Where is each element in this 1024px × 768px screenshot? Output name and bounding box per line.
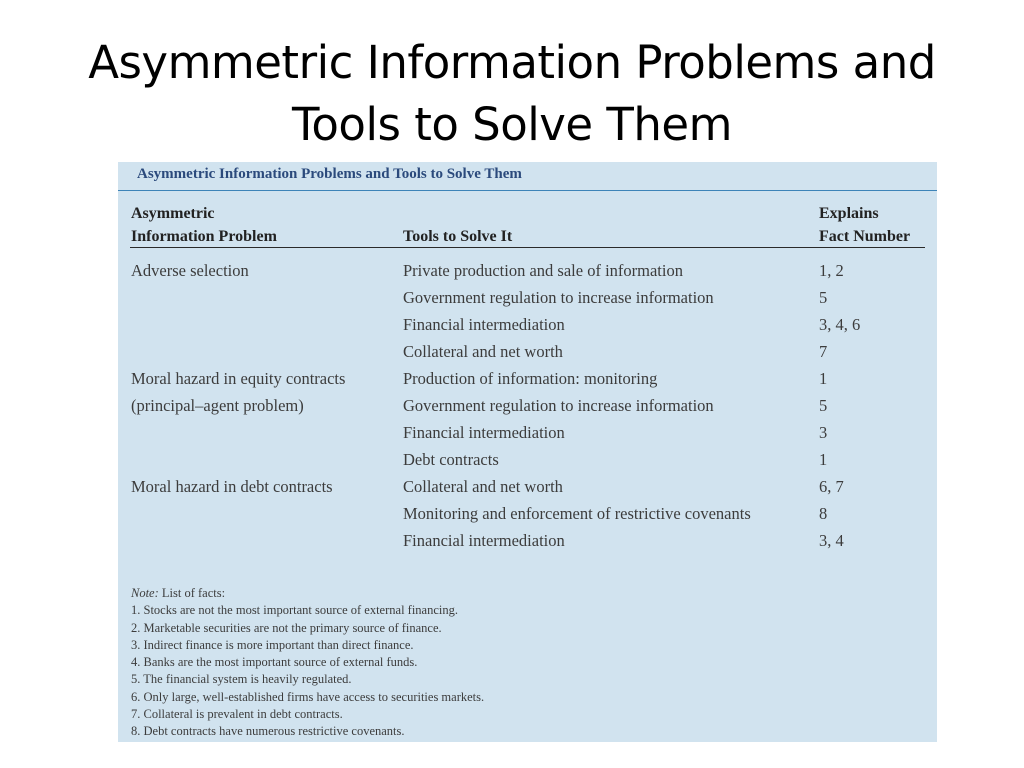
tool-cell: Monitoring and enforcement of restrictive covenants [403, 504, 751, 523]
problem-label: Moral hazard in equity contracts [131, 369, 346, 388]
column-header-problem-line-1: Asymmetric [131, 205, 215, 222]
fact-number-cell: 3, 4 [819, 531, 844, 550]
fact-number-cell: 1 [819, 450, 828, 469]
tool-cell: Private production and sale of information [403, 261, 683, 280]
problem-label: Adverse selection [131, 261, 249, 280]
note-fact: 4. Banks are the most important source of external funds. [131, 655, 418, 670]
note-label: Note: [131, 586, 159, 600]
fact-number-cell: 3, 4, 6 [819, 315, 861, 334]
column-header-facts-line-1: Explains [819, 205, 879, 222]
note-fact: 2. Marketable securities are not the primary source of finance. [131, 620, 442, 635]
header-rule [130, 247, 925, 248]
column-header-facts [819, 202, 910, 248]
tool-cell: Government regulation to increase information [403, 288, 714, 307]
problem-label: (principal–agent problem) [131, 396, 304, 415]
fact-number-cell: 8 [819, 504, 828, 523]
fact-number-cell: 1 [819, 369, 828, 388]
tool-cell: Government regulation to increase information [403, 396, 714, 415]
note-intro: List of facts: [158, 586, 226, 600]
column-header-tools-label: Tools to Solve It [403, 228, 513, 245]
column-header-tools [403, 225, 512, 248]
slide-title [0, 32, 1024, 156]
facts-note [131, 585, 484, 741]
slide-title-line-2: Tools to Solve Them [292, 98, 732, 151]
fact-number-cell: 5 [819, 396, 828, 415]
problem-label: Moral hazard in debt contracts [131, 477, 333, 496]
note-heading [131, 585, 484, 602]
fact-number-cell: 5 [819, 288, 828, 307]
table-panel [118, 162, 937, 742]
note-fact: 7. Collateral is prevalent in debt contracts. [131, 707, 343, 722]
tool-cell: Debt contracts [403, 450, 499, 469]
tool-cell: Production of information: monitoring [403, 369, 658, 388]
fact-number-cell: 3 [819, 423, 828, 442]
fact-number-cell: 7 [819, 342, 828, 361]
column-header-problem [131, 202, 277, 248]
table-caption: Asymmetric Information Problems and Tools to Solve Them [137, 166, 522, 182]
note-fact: 5. The financial system is heavily regulated. [131, 672, 352, 687]
column-header-facts-line-2: Fact Number [819, 228, 911, 245]
note-fact: 1. Stocks are not the most important source of external financing. [131, 603, 458, 618]
fact-number-cell: 6, 7 [819, 477, 844, 496]
tool-cell: Financial intermediation [403, 423, 565, 442]
tool-cell: Collateral and net worth [403, 342, 563, 361]
tool-cell: Financial intermediation [403, 315, 565, 334]
note-fact: 3. Indirect finance is more important than direct finance. [131, 637, 414, 652]
note-fact: 6. Only large, well-established firms have access to securities markets. [131, 689, 485, 704]
tool-cell: Collateral and net worth [403, 477, 563, 496]
tool-cell: Financial intermediation [403, 531, 565, 550]
slide-title-line-1: Asymmetric Information Problems and [88, 36, 936, 89]
fact-number-cell: 1, 2 [819, 261, 844, 280]
note-fact: 8. Debt contracts have numerous restrictive covenants. [131, 724, 405, 739]
table-caption-bar [118, 162, 937, 191]
column-header-problem-line-2: Information Problem [131, 228, 277, 245]
